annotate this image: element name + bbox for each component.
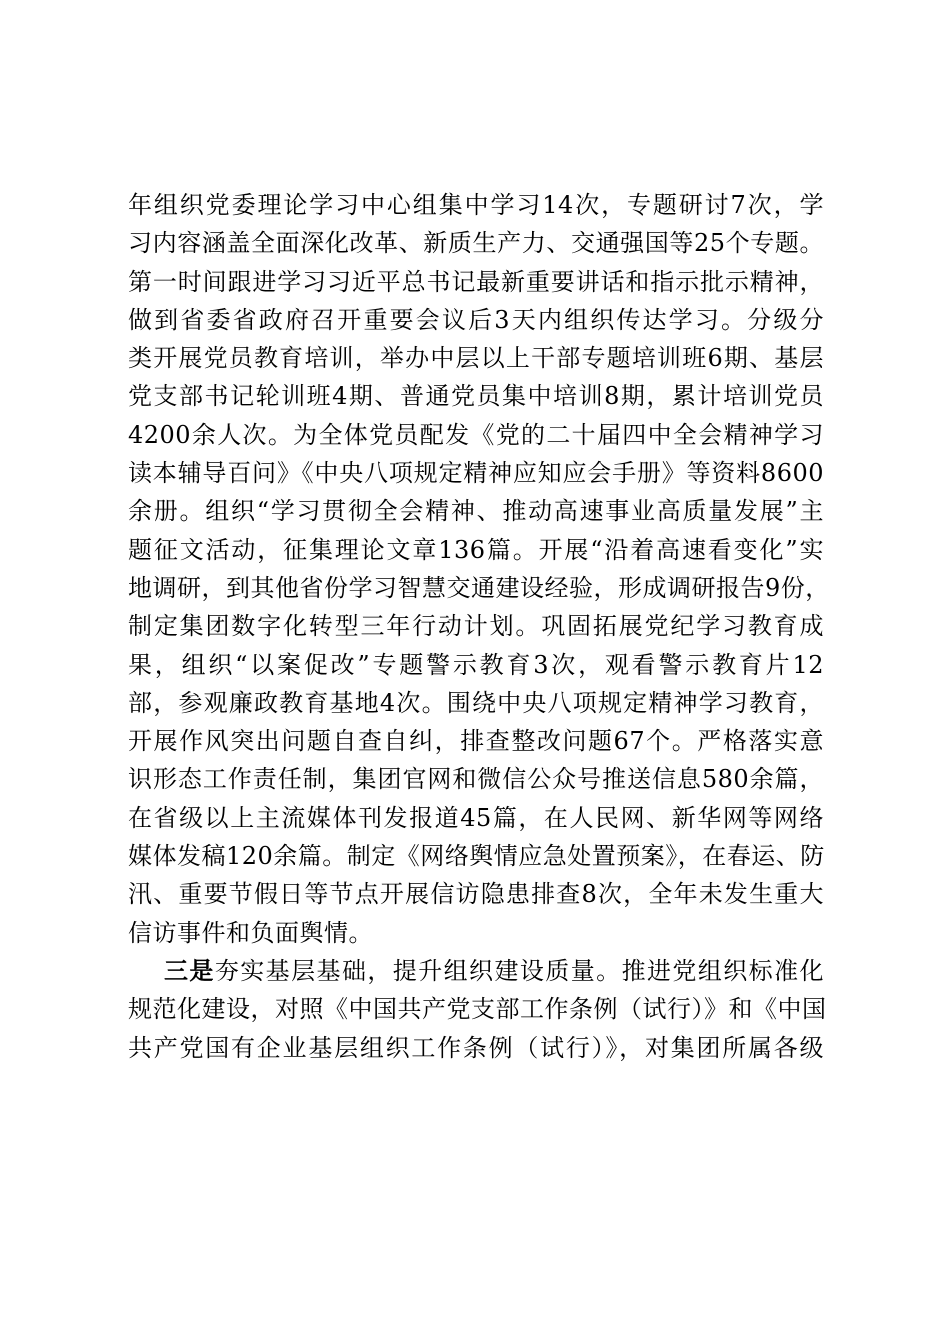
text-line: 年组织党委理论学习中心组集中学习14次，专题研讨7次，学 [128, 191, 824, 219]
text-line: 媒体发稿120余篇。制定《网络舆情应急处置预案》，在春运、防 [128, 842, 825, 871]
text-line: 余册。组织“学习贯彻全会精神、推动高速事业高质量发展”主 [128, 497, 824, 526]
text-line: 识形态工作责任制，集团官网和微信公众号推送信息580余篇， [128, 765, 824, 794]
text-line: 制定集团数字化转型三年行动计划。巩固拓展党纪学习教育成 [128, 612, 824, 641]
paragraph-lead-text: 夯实基层基础，提升组织建设质量。推进党组织标准化 [214, 956, 825, 985]
text-line: 共产党国有企业基层组织工作条例（试行）》，对集团所属各级 [128, 1033, 824, 1062]
paragraph-learning-education [128, 186, 830, 952]
text-line: 汛、重要节假日等节点开展信访隐患排查8次，全年未发生重大 [128, 880, 824, 909]
text-line: 党支部书记轮训班4期、普通党员集中培训8期，累计培训党员 [128, 382, 824, 411]
text-line-first [128, 952, 824, 990]
text-line: 读本辅导百问》《中央八项规定精神应知应会手册》等资料8600 [128, 459, 824, 488]
text-line: 4200余人次。为全体党员配发《党的二十届四中全会精神学习 [128, 420, 824, 449]
text-line: 习内容涵盖全面深化改革、新质生产力、交通强国等25个专题。 [128, 229, 824, 258]
text-line: 题征文活动，征集理论文章136篇。开展“沿着高速看变化”实 [128, 535, 824, 564]
text-line: 类开展党员教育培训，举办中层以上干部专题培训班6期、基层 [128, 344, 824, 373]
document-body [128, 186, 830, 1067]
text-line: 部，参观廉政教育基地4次。围绕中央八项规定精神学习教育， [128, 688, 824, 717]
paragraph-grassroots-foundation [128, 952, 827, 1067]
text-line: 果，组织“以案促改”专题警示教育3次，观看警示教育片12 [128, 650, 824, 679]
text-line: 在省级以上主流媒体刊发报道45篇，在人民网、新华网等网络 [128, 803, 824, 832]
text-line: 地调研，到其他省份学习智慧交通建设经验，形成调研报告9份， [128, 573, 830, 602]
text-line: 第一时间跟进学习习近平总书记最新重要讲话和指示批示精神， [128, 267, 824, 296]
text-line: 开展作风突出问题自查自纠，排查整改问题67个。严格落实意 [128, 727, 824, 756]
paragraph-lead-heading: 三是 [164, 955, 215, 985]
text-line: 规范化建设，对照《中国共产党支部工作条例（试行）》和《中国 [128, 995, 827, 1024]
text-line: 信访事件和负面舆情。 [128, 918, 373, 947]
text-line: 做到省委省政府召开重要会议后3天内组织传达学习。分级分 [128, 305, 824, 334]
